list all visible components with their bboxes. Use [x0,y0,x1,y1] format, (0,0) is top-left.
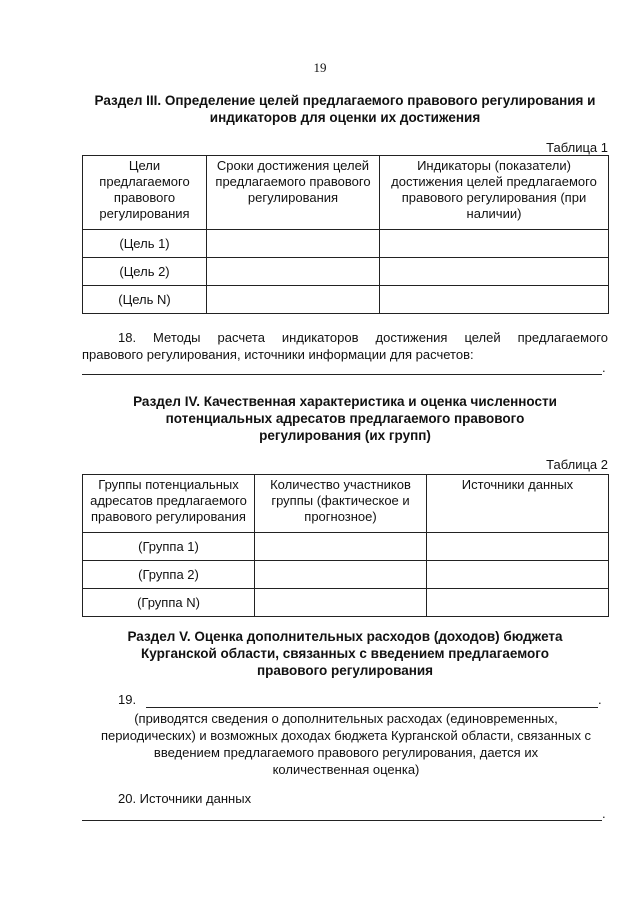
end-mark: . [602,360,606,375]
page-number: 19 [313,60,327,75]
table-cell [207,230,380,258]
table-cell [427,561,609,589]
table-header-cell: Цели предлагаемого правового регулирования [83,156,207,230]
table-row [83,286,609,314]
item-19-number: 19. [118,692,137,707]
table-row [83,230,609,258]
table-cell: (Группа N) [83,589,255,617]
table-header-cell: Сроки достижения целей предлагаемого правового регулирования [207,156,380,230]
table-cell [255,589,427,617]
table-header-cell: Индикаторы (показатели) достижения целей предлагаемого правового регулирования (при наличии) [380,156,609,230]
table-2-label: Таблица 2 [546,457,608,472]
table-cell [255,533,427,561]
end-mark: . [602,806,606,821]
table-row [83,589,609,617]
section-4-heading-line: Раздел IV. Качественная характеристика и оценка численности [133,394,557,409]
table-row [83,258,609,286]
section-4-heading-line: регулирования (их групп) [259,428,431,443]
fill-in-line [82,820,602,821]
section-3-heading-line: Раздел III. Определение целей предлагаемого правового регулирования и [94,93,596,108]
table-cell: (Цель N) [83,286,207,314]
item-20-label: 20. Источники данных [118,791,252,806]
end-mark: . [598,692,602,707]
table-cell [427,589,609,617]
table-header-cell: Группы потенциальных адресатов предлагаемого правового регулирования [83,475,255,533]
section-5-heading-line: Курганской области, связанных с введением предлагаемого [141,646,549,661]
section-4-heading [80,393,610,444]
item-19-note-line: введением предлагаемого правового регулирования, дается их [153,745,539,760]
table-cell [255,561,427,589]
section-5-heading-line: Раздел V. Оценка дополнительных расходов (доходов) бюджета [127,629,563,644]
item-19-note-line: (приводятся сведения о дополнительных расходах (единовременных, [134,711,558,726]
table-cell: (Группа 1) [83,533,255,561]
section-3-heading [80,92,610,126]
fill-in-line [82,374,602,375]
table-header-row [83,475,609,533]
table-cell [427,533,609,561]
table-cell: (Группа 2) [83,561,255,589]
table-header-cell: Количество участников группы (фактическое и прогнозное) [255,475,427,533]
table-row [83,533,609,561]
table-header-row [83,156,609,230]
table-cell: (Цель 1) [83,230,207,258]
table-cell [380,286,609,314]
section-4-heading-line: потенциальных адресатов предлагаемого правового [165,411,525,426]
table-cell: (Цель 2) [83,258,207,286]
table-2 [82,474,609,617]
item-19-note [78,710,614,778]
section-3-heading-line: индикаторов для оценки их достижения [209,110,481,125]
table-1 [82,155,609,314]
item-18-line: 18. Методы расчета индикаторов достижения целей предлагаемого [118,330,608,345]
table-cell [207,258,380,286]
section-5-heading-line: правового регулирования [256,663,434,678]
table-1-label: Таблица 1 [546,140,608,155]
table-row [83,561,609,589]
section-5-heading [80,628,610,679]
table-header-cell: Источники данных [427,475,609,533]
table-cell [207,286,380,314]
item-19-note-line: периодических) и возможных доходах бюджета Курганской области, связанных с [100,728,592,743]
table-cell [380,258,609,286]
fill-in-line [146,707,598,708]
item-18-line: правового регулирования, источники информации для расчетов: [82,347,474,362]
item-18 [82,329,608,363]
table-cell [380,230,609,258]
item-19-note-line: количественная оценка) [272,762,420,777]
